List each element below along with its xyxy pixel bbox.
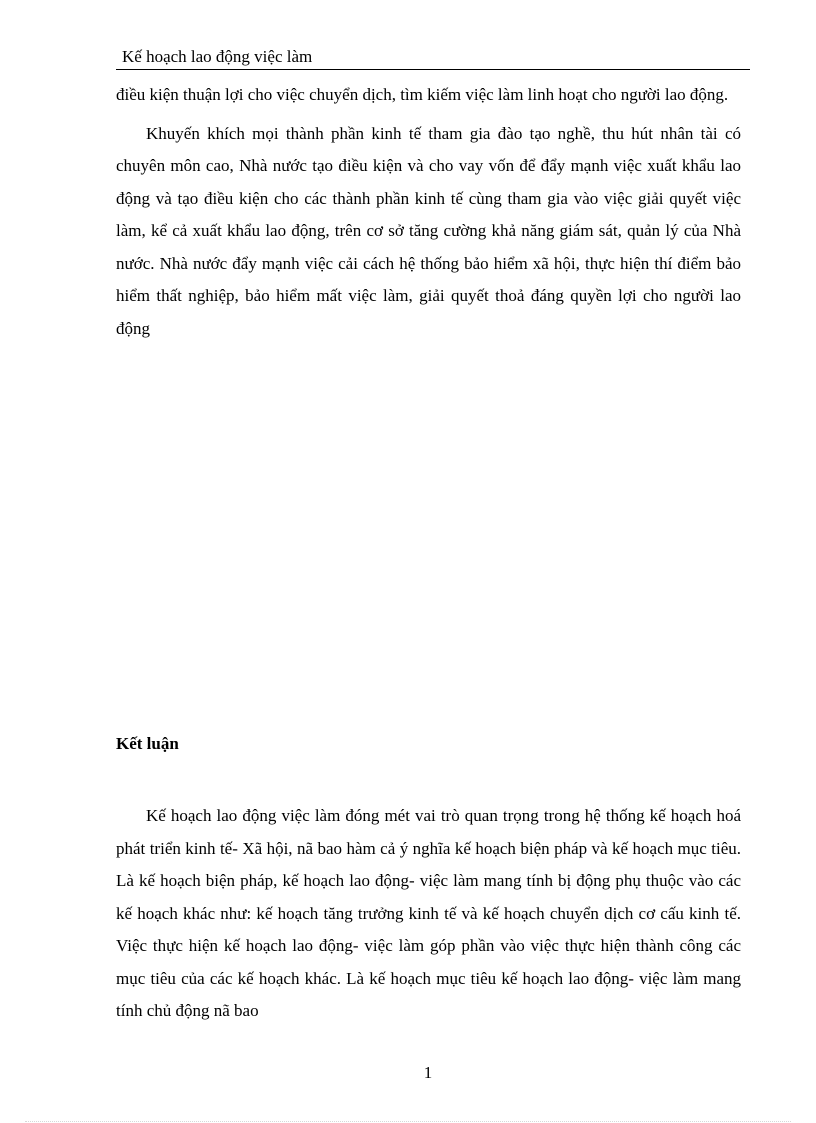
page-bottom-edge [25, 1121, 791, 1122]
page-number: 1 [423, 1063, 433, 1082]
conclusion-paragraph: Kế hoạch lao động việc làm đóng mét vai trò quan trọng trong hệ thống kế hoạch hoá phát triển kinh tế- Xã hội, nã bao hàm cả ý nghĩa kế hoạch biện pháp và kế hoạch mục tiêu. Là kế hoạch biện pháp, kế hoạch lao động- việc làm mang tính bị động phụ thuộc vào các kế hoạch khác như: kế hoạch tăng trưởng kinh tế và kế hoạch chuyển dịch cơ cấu kinh tế. Việc thực hiện kế hoạch lao động- việc làm góp phần vào việc thực hiện thành công các mục tiêu của các kế hoạch khác. Là kế hoạch mục tiêu kế hoạch lao động- việc làm mang tính chủ động nã bao [116, 806, 741, 1020]
page-header [116, 47, 750, 70]
paragraph-continued: điều kiện thuận lợi cho việc chuyển dịch, tìm kiếm việc làm linh hoạt cho người lao động. [116, 85, 729, 104]
conclusion-heading: Kết luận [116, 734, 179, 753]
paragraph-encourage: Khuyến khích mọi thành phần kinh tế tham gia đào tạo nghề, thu hút nhân tài có chuyên môn cao, Nhà nước tạo điều kiện và cho vay vốn để đẩy mạnh việc xuất khẩu lao động và tạo điều kiện cho các thành phần kinh tế cùng tham gia vào việc giải quyết việc làm, kể cả xuất khẩu lao động, trên cơ sở tăng cường khả năng giám sát, quản lý của Nhà nước. Nhà nước đẩy mạnh việc cải cách hệ thống bảo hiểm xã hội, thực hiện thí điểm bảo hiểm thất nghiệp, bảo hiểm mất việc làm, giải quyết thoả đáng quyền lợi cho người lao động [116, 123, 741, 338]
body-section-conclusion [116, 800, 741, 1034]
body-section-top [116, 79, 741, 351]
header-title: Kế hoạch lao động việc làm [122, 47, 313, 66]
